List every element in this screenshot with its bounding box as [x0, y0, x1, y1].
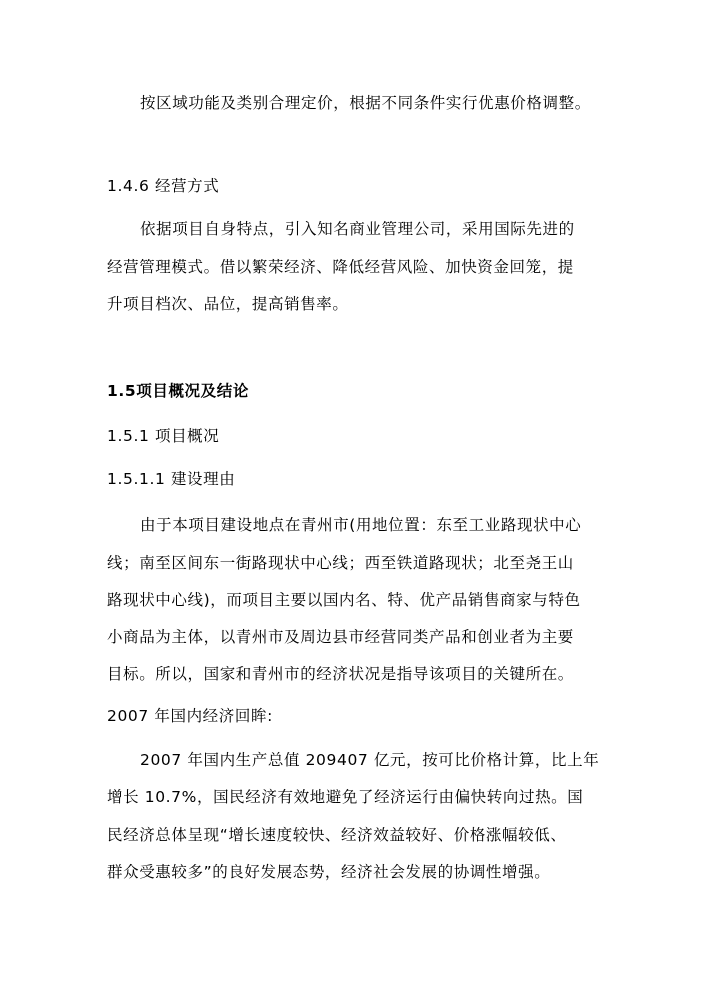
paragraph-operation-line-2: 经营管理模式。借以繁荣经济、降低经营风险、加快资金回笼，提 — [107, 258, 574, 276]
heading-1-5-1: 1.5.1 项目概况 — [107, 427, 220, 445]
paragraph-2007-line-4: 群众受惠较多”的良好发展态势，经济社会发展的协调性增强。 — [107, 863, 551, 881]
paragraph-2007-line-1: 2007 年国内生产总值 209407 亿元，按可比价格计算，比上年 — [140, 751, 600, 769]
heading-1-4-6: 1.4.6 经营方式 — [107, 177, 220, 195]
paragraph-reason-line-4: 小商品为主体，以青州市及周边县市经营同类产品和创业者为主要 — [107, 628, 574, 646]
paragraph-pricing-line-1: 按区域功能及类别合理定价，根据不同条件实行优惠价格调整。 — [140, 94, 591, 112]
paragraph-operation-line-3: 升项目档次、品位，提高销售率。 — [107, 295, 349, 313]
paragraph-operation-line-1: 依据项目自身特点，引入知名商业管理公司，采用国际先进的 — [140, 220, 575, 238]
paragraph-reason-line-3: 路现状中心线)，而项目主要以国内名、特、优产品销售商家与特色 — [107, 591, 581, 609]
paragraph-reason-line-5: 目标。所以，国家和青州市的经济状况是指导该项目的关键所在。 — [107, 665, 574, 683]
heading-1-5: 1.5项目概况及结论 — [107, 382, 249, 400]
paragraph-2007-line-2: 增长 10.7%，国民经济有效地避免了经济运行由偏快转向过热。国 — [107, 788, 584, 806]
heading-1-5-1-1: 1.5.1.1 建设理由 — [107, 470, 236, 488]
paragraph-reason-line-2: 线；南至区间东一街路现状中心线；西至铁道路现状；北至尧王山 — [107, 554, 574, 572]
paragraph-reason-line-1: 由于本项目建设地点在青州市(用地位置：东至工业路现状中心 — [140, 516, 582, 534]
heading-2007: 2007 年国内经济回眸: — [107, 707, 273, 725]
paragraph-2007-line-3: 民经济总体呈现“增长速度较快、经济效益较好、价格涨幅较低、 — [107, 826, 567, 844]
